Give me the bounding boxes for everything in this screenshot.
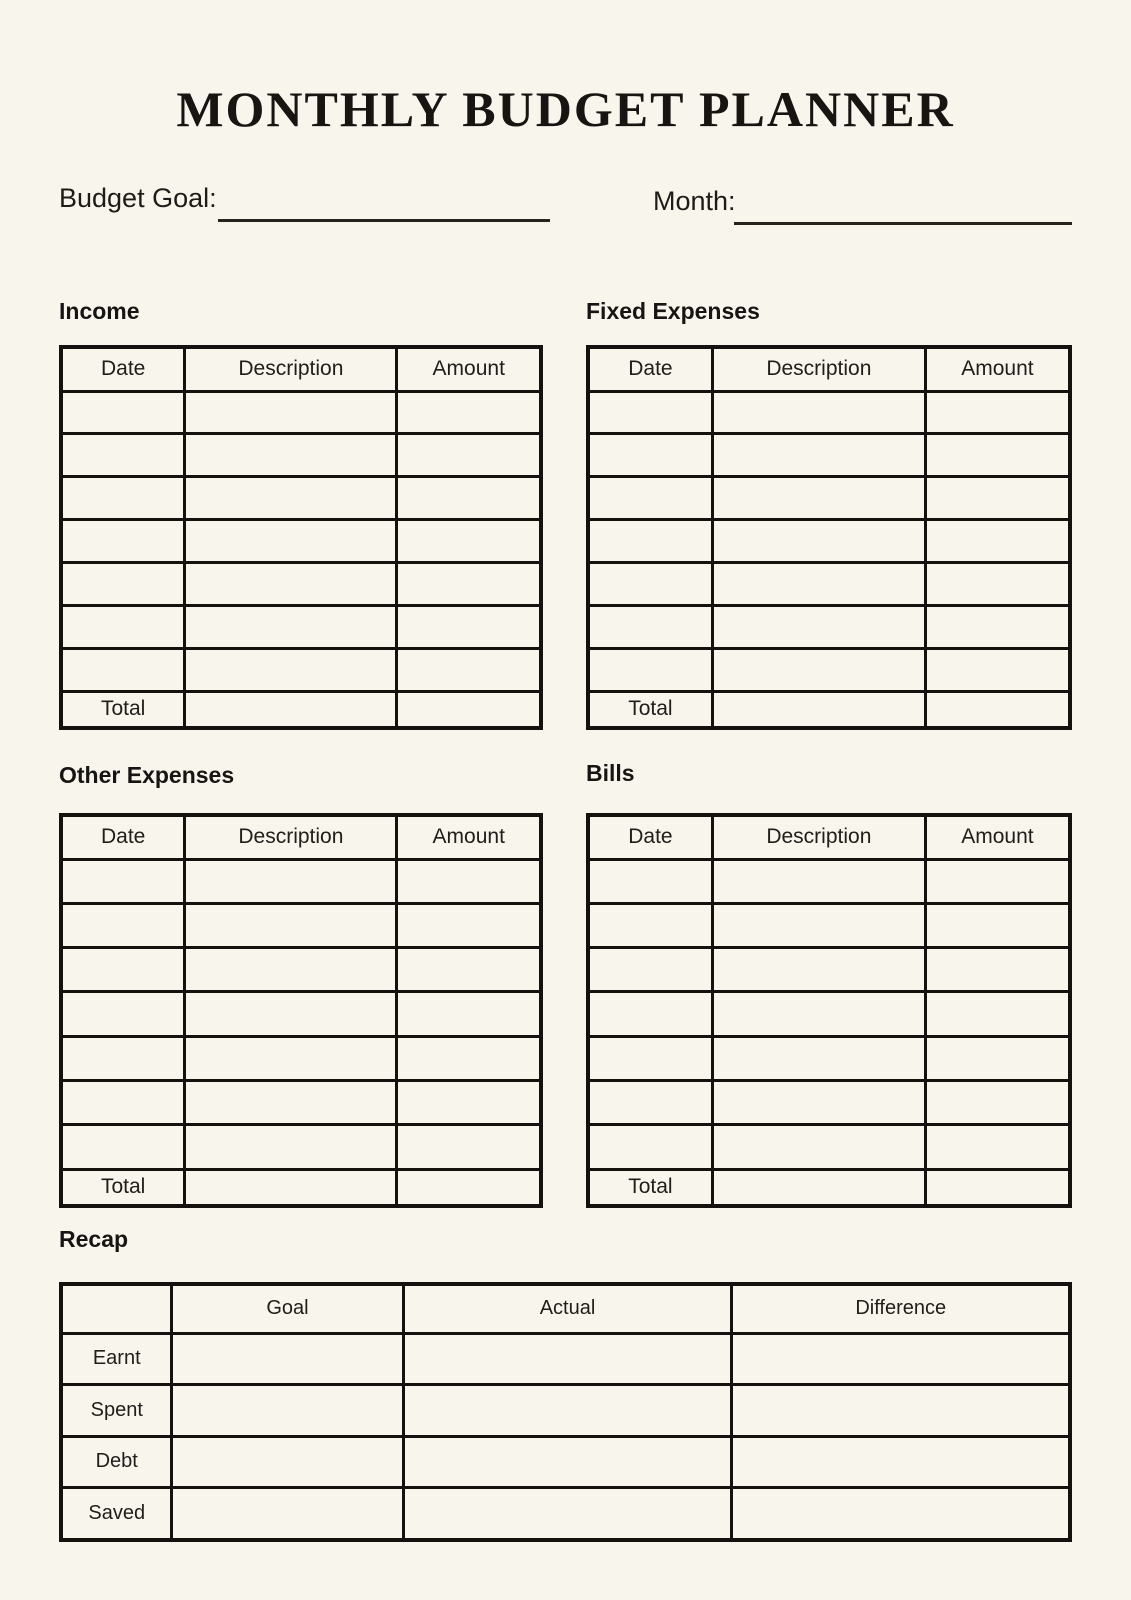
fixed-expenses-total-row <box>588 691 1070 728</box>
bills-table <box>586 813 1072 1208</box>
income-fillable-cell[interactable] <box>397 477 541 520</box>
bills-fillable-cell[interactable] <box>925 1125 1070 1169</box>
income-fillable-cell[interactable] <box>185 434 397 477</box>
fixed-expenses-fillable-cell[interactable] <box>712 605 925 648</box>
bills-fillable-cell[interactable] <box>712 1125 925 1169</box>
other-expenses-empty-row <box>61 1036 541 1080</box>
income-fillable-cell[interactable] <box>397 520 541 563</box>
other-expenses-fillable-cell[interactable] <box>397 1125 541 1169</box>
bills-total-description-cell[interactable] <box>712 1169 925 1206</box>
other-expenses-fillable-cell[interactable] <box>61 903 185 947</box>
income-empty-row <box>61 520 541 563</box>
bills-total-label: Total <box>588 1169 712 1206</box>
bills-empty-row <box>588 992 1070 1036</box>
other-expenses-total-amount-cell[interactable] <box>397 1169 541 1206</box>
fixed-expenses-fillable-cell[interactable] <box>588 391 712 434</box>
recap-col-header-actual: Actual <box>403 1284 732 1333</box>
budget-goal-input-line[interactable] <box>218 219 550 222</box>
other-expenses-total-row <box>61 1169 541 1206</box>
fixed-expenses-fillable-cell[interactable] <box>588 520 712 563</box>
fixed-expenses-fillable-cell[interactable] <box>588 605 712 648</box>
other-expenses-total-description-cell[interactable] <box>185 1169 397 1206</box>
fixed-expenses-empty-row <box>588 477 1070 520</box>
income-fillable-cell[interactable] <box>61 391 185 434</box>
fixed-expenses-fillable-cell[interactable] <box>925 434 1070 477</box>
income-fillable-cell[interactable] <box>61 434 185 477</box>
month-input-line[interactable] <box>734 222 1072 225</box>
other-expenses-col-header-amount: Amount <box>397 815 541 859</box>
page-title: MONTHLY BUDGET PLANNER <box>176 81 955 137</box>
bills-fillable-cell[interactable] <box>588 1036 712 1080</box>
fixed-expenses-fillable-cell[interactable] <box>712 520 925 563</box>
income-fillable-cell[interactable] <box>185 648 397 691</box>
bills-empty-row <box>588 1125 1070 1169</box>
recap-col-header-goal: Goal <box>172 1284 403 1333</box>
fixed-expenses-empty-row <box>588 562 1070 605</box>
other-expenses-fillable-cell[interactable] <box>397 1036 541 1080</box>
income-col-header-date: Date <box>61 347 185 391</box>
recap-row-spent <box>61 1385 1070 1437</box>
other-expenses-fillable-cell[interactable] <box>397 903 541 947</box>
recap-saved-actual-cell[interactable] <box>403 1488 732 1541</box>
other-expenses-fillable-cell[interactable] <box>61 992 185 1036</box>
income-table <box>59 345 543 730</box>
bills-fillable-cell[interactable] <box>712 1080 925 1124</box>
recap-col-header-difference: Difference <box>732 1284 1070 1333</box>
bills-empty-row <box>588 1080 1070 1124</box>
other-expenses-fillable-cell[interactable] <box>185 903 397 947</box>
fixed-expenses-fillable-cell[interactable] <box>712 648 925 691</box>
fixed-expenses-total-label: Total <box>588 691 712 728</box>
income-total-label: Total <box>61 691 185 728</box>
fixed-expenses-fillable-cell[interactable] <box>588 434 712 477</box>
other-expenses-fillable-cell[interactable] <box>185 992 397 1036</box>
bills-empty-row <box>588 948 1070 992</box>
fixed-expenses-table <box>586 345 1072 730</box>
recap-row-label-spent: Spent <box>61 1385 172 1437</box>
other-expenses-empty-row <box>61 903 541 947</box>
month-label: Month: <box>653 186 736 216</box>
bills-fillable-cell[interactable] <box>925 992 1070 1036</box>
recap-earnt-difference-cell[interactable] <box>732 1333 1070 1385</box>
income-fillable-cell[interactable] <box>185 605 397 648</box>
fixed-expenses-empty-row <box>588 520 1070 563</box>
income-fillable-cell[interactable] <box>397 391 541 434</box>
recap-row-debt <box>61 1436 1070 1488</box>
bills-total-row <box>588 1169 1070 1206</box>
recap-debt-difference-cell[interactable] <box>732 1436 1070 1488</box>
income-fillable-cell[interactable] <box>61 562 185 605</box>
fixed-expenses-total-amount-cell[interactable] <box>925 691 1070 728</box>
recap-row-saved <box>61 1488 1070 1541</box>
bills-header-row <box>588 815 1070 859</box>
recap-section-title: Recap <box>59 1226 129 1252</box>
bills-fillable-cell[interactable] <box>925 859 1070 903</box>
fixed-expenses-empty-row <box>588 648 1070 691</box>
bills-fillable-cell[interactable] <box>925 948 1070 992</box>
fixed-expenses-empty-row <box>588 391 1070 434</box>
bills-empty-row <box>588 903 1070 947</box>
recap-table <box>59 1282 1072 1542</box>
bills-section-title: Bills <box>586 760 635 786</box>
bills-fillable-cell[interactable] <box>712 992 925 1036</box>
bills-col-header-date: Date <box>588 815 712 859</box>
bills-fillable-cell[interactable] <box>588 948 712 992</box>
other-expenses-col-header-date: Date <box>61 815 185 859</box>
fixed-expenses-fillable-cell[interactable] <box>712 477 925 520</box>
recap-row-label-earnt: Earnt <box>61 1333 172 1385</box>
other-expenses-empty-row <box>61 948 541 992</box>
recap-debt-actual-cell[interactable] <box>403 1436 732 1488</box>
fixed-expenses-total-description-cell[interactable] <box>712 691 925 728</box>
bills-fillable-cell[interactable] <box>588 859 712 903</box>
income-fillable-cell[interactable] <box>397 434 541 477</box>
recap-row-label-debt: Debt <box>61 1436 172 1488</box>
fixed-expenses-fillable-cell[interactable] <box>712 391 925 434</box>
recap-header-row <box>61 1284 1070 1333</box>
recap-row-earnt <box>61 1333 1070 1385</box>
recap-earnt-goal-cell[interactable] <box>172 1333 403 1385</box>
other-expenses-empty-row <box>61 992 541 1036</box>
bills-fillable-cell[interactable] <box>925 903 1070 947</box>
fixed-expenses-fillable-cell[interactable] <box>588 477 712 520</box>
recap-saved-goal-cell[interactable] <box>172 1488 403 1541</box>
bills-fillable-cell[interactable] <box>925 1080 1070 1124</box>
recap-spent-difference-cell[interactable] <box>732 1385 1070 1437</box>
fixed-expenses-fillable-cell[interactable] <box>925 477 1070 520</box>
income-fillable-cell[interactable] <box>397 562 541 605</box>
income-total-description-cell[interactable] <box>185 691 397 728</box>
other-expenses-fillable-cell[interactable] <box>185 859 397 903</box>
bills-fillable-cell[interactable] <box>588 1125 712 1169</box>
income-fillable-cell[interactable] <box>185 391 397 434</box>
bills-fillable-cell[interactable] <box>588 992 712 1036</box>
income-fillable-cell[interactable] <box>61 520 185 563</box>
other-expenses-fillable-cell[interactable] <box>397 992 541 1036</box>
other-expenses-empty-row <box>61 1125 541 1169</box>
bills-fillable-cell[interactable] <box>925 1036 1070 1080</box>
other-expenses-fillable-cell[interactable] <box>397 859 541 903</box>
income-fillable-cell[interactable] <box>185 520 397 563</box>
other-expenses-fillable-cell[interactable] <box>61 1080 185 1124</box>
recap-earnt-actual-cell[interactable] <box>403 1333 732 1385</box>
other-expenses-empty-row <box>61 1080 541 1124</box>
fixed-expenses-empty-row <box>588 434 1070 477</box>
bills-col-header-amount: Amount <box>925 815 1070 859</box>
bills-empty-row <box>588 1036 1070 1080</box>
income-empty-row <box>61 434 541 477</box>
fixed-expenses-section-title: Fixed Expenses <box>586 298 760 324</box>
income-total-row <box>61 691 541 728</box>
bills-fillable-cell[interactable] <box>712 859 925 903</box>
bills-total-amount-cell[interactable] <box>925 1169 1070 1206</box>
fixed-expenses-fillable-cell[interactable] <box>588 562 712 605</box>
recap-debt-goal-cell[interactable] <box>172 1436 403 1488</box>
fixed-expenses-fillable-cell[interactable] <box>712 562 925 605</box>
income-fillable-cell[interactable] <box>61 605 185 648</box>
income-empty-row <box>61 562 541 605</box>
fixed-expenses-fillable-cell[interactable] <box>925 562 1070 605</box>
fixed-expenses-fillable-cell[interactable] <box>925 648 1070 691</box>
other-expenses-section-title: Other Expenses <box>59 762 235 788</box>
income-empty-row <box>61 648 541 691</box>
bills-fillable-cell[interactable] <box>588 903 712 947</box>
recap-corner-cell <box>61 1284 172 1333</box>
income-section-title: Income <box>59 298 140 324</box>
other-expenses-fillable-cell[interactable] <box>185 1036 397 1080</box>
fixed-expenses-fillable-cell[interactable] <box>925 520 1070 563</box>
fixed-expenses-header-row <box>588 347 1070 391</box>
income-fillable-cell[interactable] <box>185 562 397 605</box>
other-expenses-fillable-cell[interactable] <box>397 948 541 992</box>
bills-fillable-cell[interactable] <box>712 948 925 992</box>
other-expenses-fillable-cell[interactable] <box>61 859 185 903</box>
recap-spent-actual-cell[interactable] <box>403 1385 732 1437</box>
other-expenses-empty-row <box>61 859 541 903</box>
income-empty-row <box>61 477 541 520</box>
other-expenses-fillable-cell[interactable] <box>185 1080 397 1124</box>
other-expenses-fillable-cell[interactable] <box>397 1080 541 1124</box>
income-fillable-cell[interactable] <box>61 648 185 691</box>
fixed-expenses-col-header-date: Date <box>588 347 712 391</box>
income-col-header-description: Description <box>185 347 397 391</box>
other-expenses-header-row <box>61 815 541 859</box>
fixed-expenses-fillable-cell[interactable] <box>588 648 712 691</box>
recap-spent-goal-cell[interactable] <box>172 1385 403 1437</box>
recap-saved-difference-cell[interactable] <box>732 1488 1070 1541</box>
bills-fillable-cell[interactable] <box>712 1036 925 1080</box>
income-fillable-cell[interactable] <box>397 605 541 648</box>
other-expenses-table <box>59 813 543 1208</box>
other-expenses-fillable-cell[interactable] <box>61 1125 185 1169</box>
income-total-amount-cell[interactable] <box>397 691 541 728</box>
fixed-expenses-col-header-amount: Amount <box>925 347 1070 391</box>
income-header-row <box>61 347 541 391</box>
other-expenses-fillable-cell[interactable] <box>61 948 185 992</box>
bills-fillable-cell[interactable] <box>712 903 925 947</box>
other-expenses-fillable-cell[interactable] <box>185 1125 397 1169</box>
income-empty-row <box>61 605 541 648</box>
income-fillable-cell[interactable] <box>185 477 397 520</box>
fixed-expenses-col-header-description: Description <box>712 347 925 391</box>
income-fillable-cell[interactable] <box>397 648 541 691</box>
other-expenses-fillable-cell[interactable] <box>61 1036 185 1080</box>
recap-row-label-saved: Saved <box>61 1488 172 1541</box>
other-expenses-total-label: Total <box>61 1169 185 1206</box>
bills-fillable-cell[interactable] <box>588 1080 712 1124</box>
other-expenses-fillable-cell[interactable] <box>185 948 397 992</box>
bills-col-header-description: Description <box>712 815 925 859</box>
income-col-header-amount: Amount <box>397 347 541 391</box>
income-empty-row <box>61 391 541 434</box>
fixed-expenses-fillable-cell[interactable] <box>925 391 1070 434</box>
income-fillable-cell[interactable] <box>61 477 185 520</box>
budget-goal-label: Budget Goal: <box>59 183 217 213</box>
fixed-expenses-fillable-cell[interactable] <box>925 605 1070 648</box>
fixed-expenses-fillable-cell[interactable] <box>712 434 925 477</box>
bills-empty-row <box>588 859 1070 903</box>
other-expenses-col-header-description: Description <box>185 815 397 859</box>
fixed-expenses-empty-row <box>588 605 1070 648</box>
